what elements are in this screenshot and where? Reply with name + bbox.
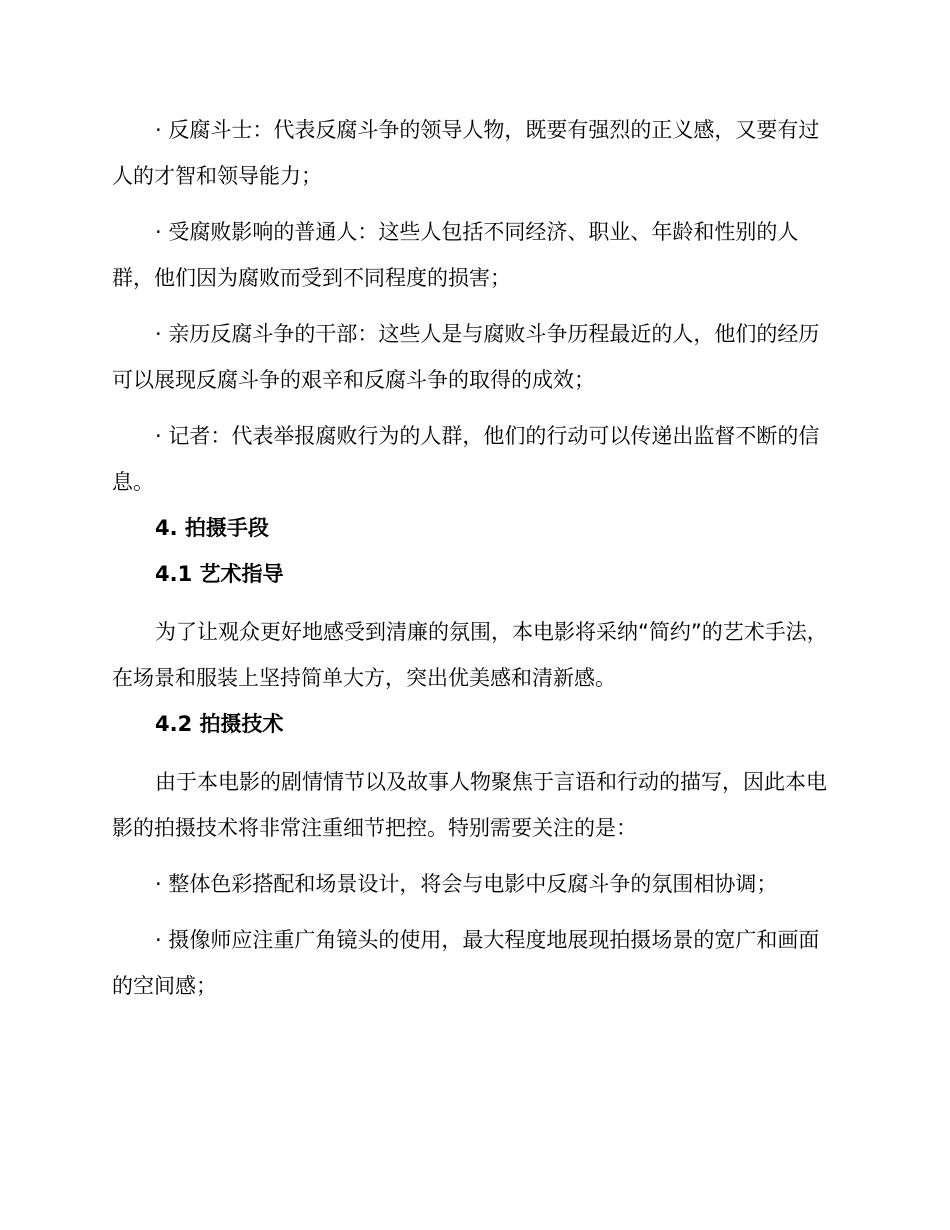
section-heading-shooting-methods: 4. 拍摄手段 — [155, 516, 269, 540]
bullet-cadres: · 亲历反腐斗争的干部：这些人是与腐败斗争历程最近的人，他们的经历可以展现反腐斗争的艰辛和反腐斗争的取得的成效； — [112, 322, 820, 392]
paragraph-shooting-technique: 由于本电影的剧情情节以及故事人物聚焦于言语和行动的描写，因此本电影的拍摄技术将非常注重细节把控。特别需要关注的是： — [112, 770, 827, 840]
bullet-anticorruption-fighter: · 反腐斗士：代表反腐斗争的领导人物，既要有强烈的正义感，又要有过人的才智和领导能力； — [112, 118, 820, 188]
document-body — [112, 107, 834, 1009]
bullet-wide-angle: · 摄像师应注重广角镜头的使用，最大程度地展现拍摄场景的宽广和画面的空间感； — [112, 928, 820, 998]
bullet-affected-citizens: · 受腐败影响的普通人：这些人包括不同经济、职业、年龄和性别的人群，他们因为腐败而受到不同程度的损害； — [112, 220, 799, 290]
paragraph-art-direction: 为了让观众更好地感受到清廉的氛围，本电影将采纳“简约”的艺术手法，在场景和服装上坚持简单大方，突出优美感和清新感。 — [112, 620, 828, 690]
subsection-heading-art-direction: 4.1 艺术指导 — [155, 562, 284, 586]
bullet-color-scene: · 整体色彩搭配和场景设计，将会与电影中反腐斗争的氛围相协调； — [155, 872, 778, 896]
subsection-heading-shooting-technique: 4.2 拍摄技术 — [155, 712, 284, 736]
bullet-journalist: · 记者：代表举报腐败行为的人群，他们的行动可以传递出监督不断的信息。 — [112, 424, 820, 494]
